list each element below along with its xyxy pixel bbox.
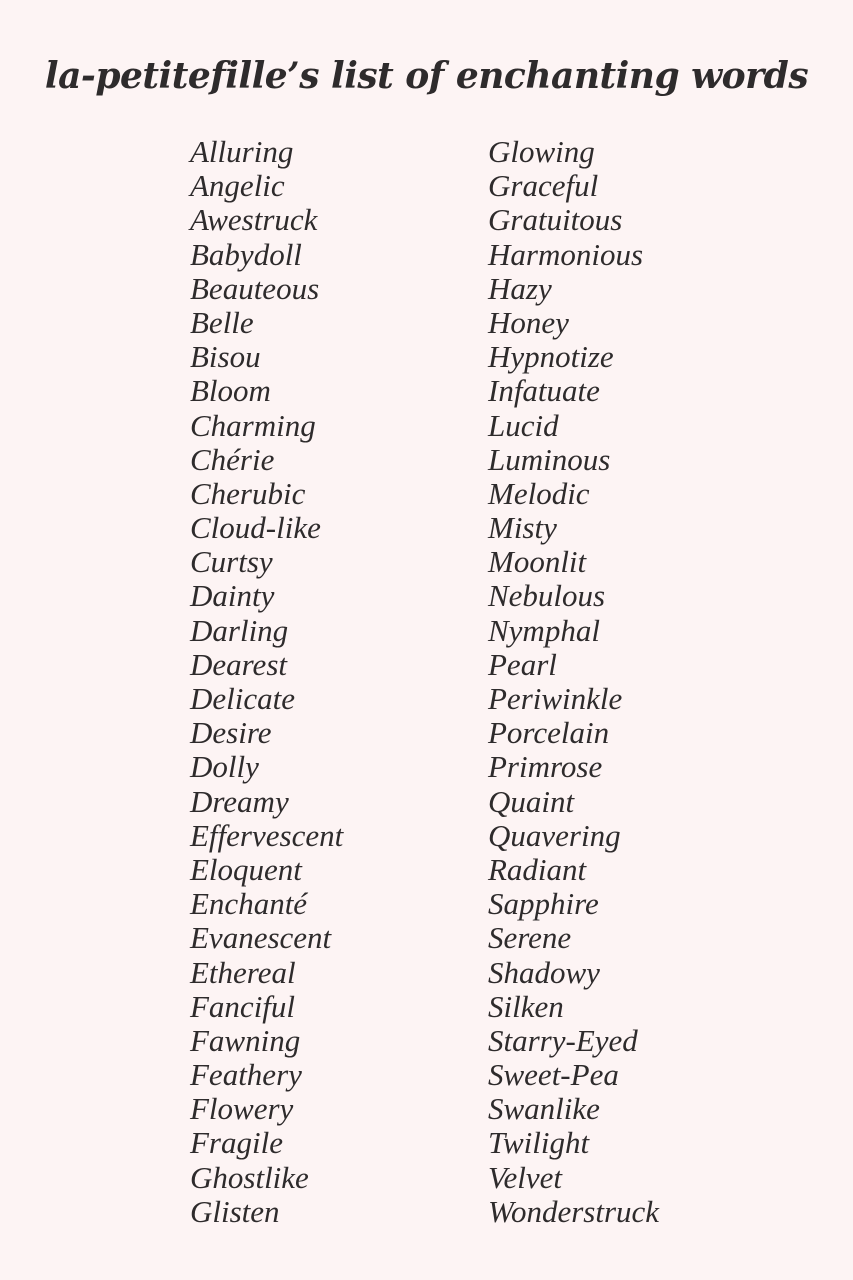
list-item: Angelic [190, 168, 285, 204]
list-item: Beauteous [190, 270, 320, 306]
list-item: Periwinkle [488, 681, 623, 716]
list-item: Harmonious [488, 236, 644, 272]
list-item: Curtsy [190, 544, 273, 580]
list-item: Graceful [488, 168, 599, 204]
list-item: Wonderstruck [488, 1193, 660, 1229]
list-item: Moonlit [488, 544, 587, 580]
list-item: Silken [488, 988, 564, 1024]
list-item: Twilight [488, 1125, 590, 1161]
list-item: Feathery [190, 1057, 302, 1093]
list-item: Quaint [488, 783, 575, 819]
list-item: Evanescent [190, 920, 332, 956]
list-item: Glisten [190, 1193, 280, 1229]
list-item: Desire [190, 715, 272, 751]
list-item: Eloquent [190, 851, 302, 887]
list-item: Hazy [488, 270, 552, 306]
list-item: Fanciful [190, 988, 296, 1024]
list-item: Nymphal [488, 612, 600, 648]
list-item: Melodic [488, 475, 590, 511]
list-item: Dreamy [190, 783, 289, 819]
list-item: Bisou [190, 339, 261, 375]
list-item: Chérie [190, 441, 275, 477]
list-item: Porcelain [488, 715, 610, 751]
list-item: Glowing [488, 134, 595, 169]
list-item: Fragile [190, 1125, 283, 1161]
list-item: Ghostlike [190, 1159, 309, 1195]
list-item: Awestruck [190, 202, 318, 238]
page-title: la-petitefille’s list of enchanting words [44, 55, 809, 97]
list-item: Swanlike [488, 1091, 600, 1127]
list-item: Enchanté [190, 886, 308, 922]
list-item: Charming [190, 407, 316, 443]
list-item: Belle [190, 304, 254, 340]
list-item: Cloud-like [190, 510, 321, 546]
list-item: Misty [488, 510, 557, 546]
list-item: Quavering [488, 817, 621, 853]
word-column-right [488, 135, 659, 1229]
list-item: Cherubic [190, 475, 306, 511]
list-item: Babydoll [190, 236, 302, 272]
list-item: Sapphire [488, 886, 599, 922]
list-item: Bloom [190, 373, 271, 409]
list-item: Hypnotize [488, 339, 614, 375]
list-item: Dearest [190, 646, 287, 682]
list-item: Lucid [488, 407, 559, 443]
list-item: Pearl [488, 646, 557, 682]
list-item: Gratuitous [488, 202, 623, 238]
list-item: Serene [488, 920, 572, 956]
list-item: Velvet [488, 1159, 563, 1195]
list-item: Dainty [190, 578, 275, 614]
list-item: Effervescent [190, 817, 344, 853]
list-item: Radiant [488, 851, 587, 887]
list-item: Alluring [190, 134, 294, 169]
list-item: Infatuate [488, 373, 600, 409]
word-column-left [190, 135, 343, 1229]
list-item: Luminous [488, 441, 611, 477]
list-item: Fawning [190, 1022, 301, 1058]
list-item: Delicate [190, 681, 296, 716]
list-item: Nebulous [488, 578, 606, 614]
list-item: Primrose [488, 749, 603, 785]
list-item: Honey [488, 304, 569, 340]
list-item: Starry-Eyed [488, 1022, 638, 1058]
list-item: Darling [190, 612, 289, 648]
list-item: Sweet-Pea [488, 1057, 619, 1093]
list-item: Flowery [190, 1091, 294, 1127]
list-item: Ethereal [190, 954, 296, 990]
list-item: Shadowy [488, 954, 600, 990]
list-item: Dolly [190, 749, 259, 785]
